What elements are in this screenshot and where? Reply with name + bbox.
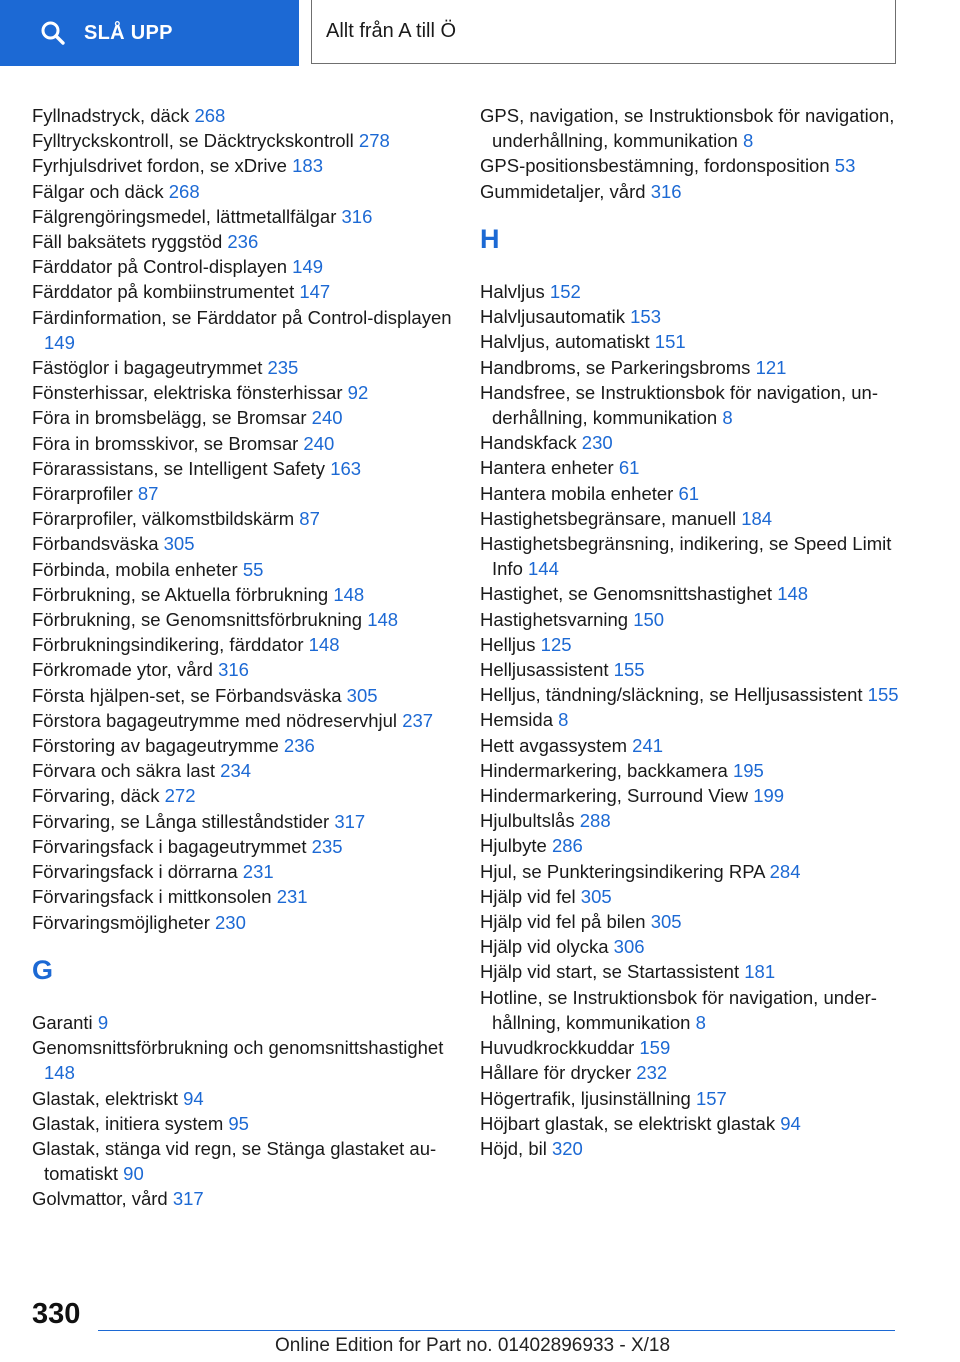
- index-entry-text: Föra in bromsbelägg, se Bromsar: [32, 407, 307, 429]
- index-entry-text: Hastighetsvarning: [480, 608, 629, 630]
- page-reference-link[interactable]: 317: [172, 1188, 204, 1210]
- index-entry: [480, 632, 900, 657]
- index-entry: [32, 1136, 452, 1186]
- index-entry: [480, 934, 900, 959]
- page-reference-link[interactable]: 87: [299, 508, 320, 530]
- page-reference-link[interactable]: 288: [579, 810, 611, 832]
- index-entry-text: Helljusassistent: [480, 659, 609, 681]
- page-reference-link[interactable]: 61: [618, 457, 640, 479]
- page-reference-link[interactable]: 55: [242, 558, 264, 580]
- page-reference-link[interactable]: 181: [744, 961, 776, 983]
- index-entry: [32, 380, 452, 405]
- index-entry-text: GPS-positionsbestämning, fordonsposition: [480, 155, 830, 177]
- index-entry-text: Förvara och säkra last: [32, 760, 216, 782]
- index-entry: [480, 481, 900, 506]
- index-entry-text: Färddator på kombiinstrumentet: [32, 281, 295, 303]
- index-entry: [480, 329, 900, 354]
- index-entry-text: Hastighetsbegränsare, manuell: [480, 507, 737, 529]
- index-entry: [480, 783, 900, 808]
- section-title: Allt från A till Ö: [311, 0, 896, 64]
- index-entry-text: Högertrafik, ljusinställning: [480, 1087, 691, 1109]
- index-entry: [32, 884, 452, 909]
- index-entry-text: Hjul, se Punkteringsindikering RPA: [480, 860, 765, 882]
- index-entry: [480, 506, 900, 531]
- index-entry-text: Glastak, initiera system: [32, 1112, 224, 1134]
- page-reference-link[interactable]: 94: [780, 1112, 801, 1134]
- page-reference-link[interactable]: 199: [753, 785, 785, 807]
- index-entry: [480, 179, 900, 204]
- index-letter-heading: G: [32, 954, 54, 985]
- index-entry-text: Färddator på Control-displayen: [32, 256, 288, 278]
- index-entry: [32, 783, 452, 808]
- index-entry-text: Garanti: [32, 1011, 93, 1033]
- index-entry: [480, 1060, 900, 1085]
- search-button[interactable]: [0, 0, 299, 66]
- index-entry: [480, 808, 900, 833]
- page-reference-link[interactable]: 240: [311, 407, 343, 429]
- index-entry-text: Fälgar och däck: [32, 180, 164, 202]
- page-reference-link[interactable]: 305: [650, 911, 682, 933]
- index-entry: [480, 430, 900, 455]
- index-entry: [32, 859, 452, 884]
- page-reference-link[interactable]: 8: [558, 709, 569, 731]
- index-entry: [32, 254, 452, 279]
- index-entry-text: Hjulbyte: [480, 835, 547, 857]
- index-entry: [480, 758, 900, 783]
- page-reference-link[interactable]: 317: [334, 810, 366, 832]
- index-entry: [32, 1010, 452, 1035]
- page-reference-link[interactable]: 125: [540, 633, 572, 655]
- index-entry: [32, 204, 452, 229]
- index-entry-text: Första hjälpen-set, se Förbandsväska: [32, 684, 342, 706]
- index-entry-text: Hastighetsbegränsning, indikering, se Speed Limit Info: [480, 533, 892, 580]
- page-reference-link[interactable]: 155: [867, 684, 899, 706]
- index-entry: [32, 531, 452, 556]
- page-reference-link[interactable]: 8: [742, 130, 754, 152]
- index-entry-text: Hantera enheter: [480, 457, 614, 479]
- page-reference-link[interactable]: 148: [367, 609, 399, 631]
- index-entry: [480, 455, 900, 480]
- page-reference-link[interactable]: 240: [303, 432, 335, 454]
- index-entry: [32, 305, 452, 355]
- index-entry-text: Förbandsväska: [32, 533, 159, 555]
- index-entry: [32, 431, 452, 456]
- index-entry: [480, 304, 900, 329]
- index-entry-text: Hindermarkering, backkamera: [480, 759, 728, 781]
- index-entry-text: Glastak, elektriskt: [32, 1087, 178, 1109]
- page-reference-link[interactable]: 284: [769, 860, 801, 882]
- index-entry-text: Föra in bromsskivor, se Bromsar: [32, 432, 299, 454]
- index-entry-text: Förstoring av bagageutrymme: [32, 735, 279, 757]
- page-reference-link[interactable]: 316: [650, 180, 682, 202]
- index-entry: [32, 657, 452, 682]
- index-entry: [480, 581, 900, 606]
- index-entry-text: Hastighet, se Genomsnittshastighet: [480, 583, 773, 605]
- index-entry-text: Handskfack: [480, 432, 577, 454]
- index-entry-text: Förvaringsfack i mittkonsolen: [32, 886, 272, 908]
- index-entry-text: Förbrukning, se Genomsnittsförbrukning: [32, 609, 363, 631]
- index-entry: [32, 582, 452, 607]
- index-entry-text: Förstora bagageutrymme med nödreservhjul: [32, 709, 398, 731]
- index-entry-text: Förvaringsmöjligheter: [32, 911, 210, 933]
- index-entry: [480, 1111, 900, 1136]
- page-reference-link[interactable]: 147: [299, 281, 331, 303]
- index-entry-text: Fästöglor i bagageutrymmet: [32, 357, 263, 379]
- index-entry-text: Genomsnittsförbrukning och genomsnittshastighet: [32, 1037, 444, 1059]
- index-entry: [480, 380, 900, 430]
- index-entry-text: Hindermarkering, Surround View: [480, 785, 749, 807]
- page-reference-link[interactable]: 236: [227, 231, 259, 253]
- page-reference-link[interactable]: 232: [636, 1062, 668, 1084]
- index-entry: [480, 1086, 900, 1111]
- index-entry: [32, 103, 452, 128]
- index-entry: [32, 1086, 452, 1111]
- index-entry-text: Förarprofiler: [32, 483, 133, 505]
- index-entry-text: Hjulbultslås: [480, 810, 575, 832]
- page-reference-link[interactable]: 121: [755, 356, 787, 378]
- page-reference-link[interactable]: 183: [292, 155, 323, 177]
- index-entry: [32, 1035, 452, 1085]
- page-reference-link[interactable]: 305: [346, 684, 378, 706]
- page-reference-link[interactable]: 153: [630, 306, 661, 328]
- index-entry: [32, 1111, 452, 1136]
- index-entry-text: Hjälp vid olycka: [480, 936, 609, 958]
- index-entry: [32, 632, 452, 657]
- index-entry: [480, 279, 900, 304]
- index-letter-heading: H: [480, 223, 500, 254]
- page-reference-link[interactable]: 234: [220, 760, 252, 782]
- page-reference-link[interactable]: 316: [218, 659, 249, 681]
- index-entry-text: Förbrukning, se Aktuella förbrukning: [32, 583, 329, 605]
- footer-divider: [98, 1330, 895, 1331]
- index-entry: [480, 833, 900, 858]
- page-reference-link[interactable]: 148: [333, 583, 365, 605]
- page-reference-link[interactable]: 157: [695, 1087, 727, 1109]
- index-entry: [32, 229, 452, 254]
- page-reference-link[interactable]: 305: [163, 533, 195, 555]
- page-reference-link[interactable]: 92: [347, 382, 369, 404]
- index-entry: [480, 733, 900, 758]
- index-entry: [32, 481, 452, 506]
- page-reference-link[interactable]: 90: [123, 1163, 144, 1185]
- index-entry: [32, 128, 452, 153]
- page-reference-link[interactable]: 8: [695, 1011, 706, 1033]
- page-reference-link[interactable]: 235: [267, 357, 299, 379]
- page-reference-link[interactable]: 155: [613, 659, 645, 681]
- page-reference-link[interactable]: 230: [581, 432, 613, 454]
- page-reference-link[interactable]: 230: [215, 911, 246, 933]
- index-entry: [480, 153, 900, 178]
- page-reference-link[interactable]: 306: [613, 936, 645, 958]
- page-reference-link[interactable]: 231: [242, 861, 274, 883]
- index-entry-text: Halvljus: [480, 281, 545, 302]
- page-reference-link[interactable]: 268: [168, 180, 200, 202]
- index-entry-text: Fylltryckskontroll, se Däcktryckskontroll: [32, 130, 354, 152]
- index-entry-text: Helljus, tändning/släckning, se Helljusassistent: [480, 684, 863, 706]
- index-entry: [480, 531, 900, 581]
- page-reference-link[interactable]: 316: [341, 205, 373, 227]
- index-entry-text: Hett avgassystem: [480, 734, 628, 756]
- index-entry-text: Fälgrengöringsmedel, lättmetallfälgar: [32, 205, 337, 227]
- page-reference-link[interactable]: 278: [358, 130, 390, 152]
- index-entry: [32, 708, 452, 733]
- search-button-label: SLÅ UPP: [84, 21, 173, 44]
- index-entry-text: Förvaring, se Långa stilleståndstider: [32, 810, 330, 832]
- index-entry-text: Halvljusautomatik: [480, 306, 625, 328]
- page-reference-link[interactable]: 148: [308, 634, 340, 656]
- index-entry-text: Förbinda, mobila enheter: [32, 558, 238, 580]
- page-reference-link[interactable]: 152: [549, 281, 581, 302]
- index-entry-text: Helljus: [480, 633, 536, 655]
- index-entry: [32, 809, 452, 834]
- index-column-right: [480, 103, 900, 1161]
- index-entry-text: Hjälp vid start, se Startassistent: [480, 961, 740, 983]
- page-reference-link[interactable]: 237: [402, 709, 434, 731]
- index-entry: [480, 909, 900, 934]
- footer-edition-text: Online Edition for Part no. 01402896933 - X/18: [275, 1335, 671, 1356]
- index-entry-text: Förvaringsfack i bagageutrymmet: [32, 835, 307, 857]
- index-entry-text: Gummidetaljer, vård: [480, 180, 646, 202]
- index-entry: [480, 859, 900, 884]
- header-bar: [0, 0, 960, 66]
- index-entry: [480, 607, 900, 632]
- page-reference-link[interactable]: 149: [292, 256, 324, 278]
- index-entry-text: Glastak, stänga vid regn, se Stänga glastaket automatiskt: [32, 1137, 437, 1185]
- index-entry: [32, 279, 452, 304]
- index-entry-text: Färdinformation, se Färddator på Control-displayen: [32, 306, 452, 328]
- page-reference-link[interactable]: 53: [834, 155, 856, 177]
- page-reference-link[interactable]: 236: [283, 735, 315, 757]
- index-entry: [32, 506, 452, 531]
- page-reference-link[interactable]: 148: [777, 583, 809, 605]
- page-reference-link[interactable]: 95: [228, 1112, 249, 1134]
- page-reference-link[interactable]: 61: [678, 482, 700, 504]
- page-reference-link[interactable]: 163: [330, 457, 362, 479]
- page-reference-link[interactable]: 305: [580, 885, 612, 907]
- index-entry: [480, 707, 900, 732]
- search-icon: [40, 20, 66, 46]
- index-entry: [32, 153, 452, 178]
- index-entry-text: Förvaringsfack i dörrarna: [32, 861, 238, 883]
- index-entry: [480, 355, 900, 380]
- index-entry-text: GPS, navigation, se Instruktionsbok för navigation, underhållning, kommunikation: [480, 105, 895, 152]
- index-entry-text: Förarassistans, se Intelligent Safety: [32, 457, 326, 479]
- index-entry: [32, 733, 452, 758]
- index-entry-text: Fyrhjulsdrivet fordon, se xDrive: [32, 155, 287, 177]
- page-reference-link[interactable]: 149: [44, 331, 75, 353]
- page-reference-link[interactable]: 9: [97, 1011, 109, 1033]
- index-entry: [32, 683, 452, 708]
- page-reference-link[interactable]: 184: [741, 507, 773, 529]
- page-reference-link[interactable]: 148: [44, 1062, 75, 1084]
- index-entry-text: Halvljus, automatiskt: [480, 331, 650, 353]
- page-reference-link[interactable]: 151: [654, 331, 686, 353]
- index-entry: [480, 657, 900, 682]
- index-entry: [32, 557, 452, 582]
- index-entry-text: Hemsida: [480, 709, 553, 731]
- index-entry-text: Förarprofiler, välkomstbildskärm: [32, 508, 295, 530]
- page-reference-link[interactable]: 144: [528, 558, 559, 580]
- index-entry-text: Fönsterhissar, elektriska fönsterhissar: [32, 382, 343, 404]
- index-entry: [32, 405, 452, 430]
- page-reference-link[interactable]: 87: [137, 483, 159, 505]
- index-entry: [480, 1035, 900, 1060]
- index-entry: [32, 179, 452, 204]
- page-reference-link[interactable]: 241: [632, 734, 664, 756]
- index-entry-text: Fäll baksätets ryggstöd: [32, 231, 223, 253]
- index-entry: [32, 607, 452, 632]
- index-entry: [480, 103, 900, 153]
- page-reference-link[interactable]: 320: [551, 1137, 583, 1159]
- index-entry-text: Förbrukningsindikering, färddator: [32, 634, 304, 656]
- index-entry-text: Handbroms, se Parkeringsbroms: [480, 356, 751, 378]
- page-number: 330: [32, 1298, 81, 1330]
- index-entry: [32, 834, 452, 859]
- page-reference-link[interactable]: 231: [276, 886, 308, 908]
- index-entry: [480, 884, 900, 909]
- index-entry-text: Golvmattor, vård: [32, 1188, 168, 1210]
- index-entry-text: Förkromade ytor, vård: [32, 659, 213, 681]
- page-reference-link[interactable]: 94: [183, 1087, 204, 1109]
- index-entry-text: Hjälp vid fel på bilen: [480, 911, 646, 933]
- index-entry: [480, 1136, 900, 1161]
- index-entry-text: Fyllnadstryck, däck: [32, 105, 190, 126]
- page-reference-link[interactable]: 268: [194, 105, 226, 126]
- index-entry: [32, 456, 452, 481]
- index-entry: [32, 758, 452, 783]
- index-entry: [32, 355, 452, 380]
- page-reference-link[interactable]: 286: [551, 835, 583, 857]
- page-reference-link[interactable]: 8: [722, 407, 733, 429]
- index-entry: [32, 1186, 452, 1211]
- index-entry: [480, 682, 900, 707]
- index-entry: [480, 959, 900, 984]
- index-entry: [32, 910, 452, 935]
- index-entry-text: Huvudkrockkuddar: [480, 1037, 635, 1059]
- page-reference-link[interactable]: 272: [164, 785, 196, 807]
- page-reference-link[interactable]: 195: [732, 759, 764, 781]
- index-entry-text: Hållare för drycker: [480, 1062, 632, 1084]
- index-entry-text: Förvaring, däck: [32, 785, 160, 807]
- index-entry-text: Hantera mobila enheter: [480, 482, 674, 504]
- index-entry-text: Höjbart glastak, se elektriskt glastak: [480, 1112, 776, 1134]
- page-reference-link[interactable]: 235: [311, 835, 343, 857]
- index-entry-text: Höjd, bil: [480, 1137, 547, 1159]
- index-entry: [480, 985, 900, 1035]
- index-entry-text: Hotline, se Instruktionsbok för navigation, underhållning, kommunikation: [480, 986, 877, 1033]
- page-reference-link[interactable]: 159: [639, 1037, 671, 1059]
- index-entry-text: Handsfree, se Instruktionsbok för navigation, underhållning, kommunikation: [480, 381, 878, 429]
- index-column-left: [32, 103, 452, 1212]
- index-entry-text: Hjälp vid fel: [480, 885, 576, 907]
- page-reference-link[interactable]: 150: [633, 608, 665, 630]
